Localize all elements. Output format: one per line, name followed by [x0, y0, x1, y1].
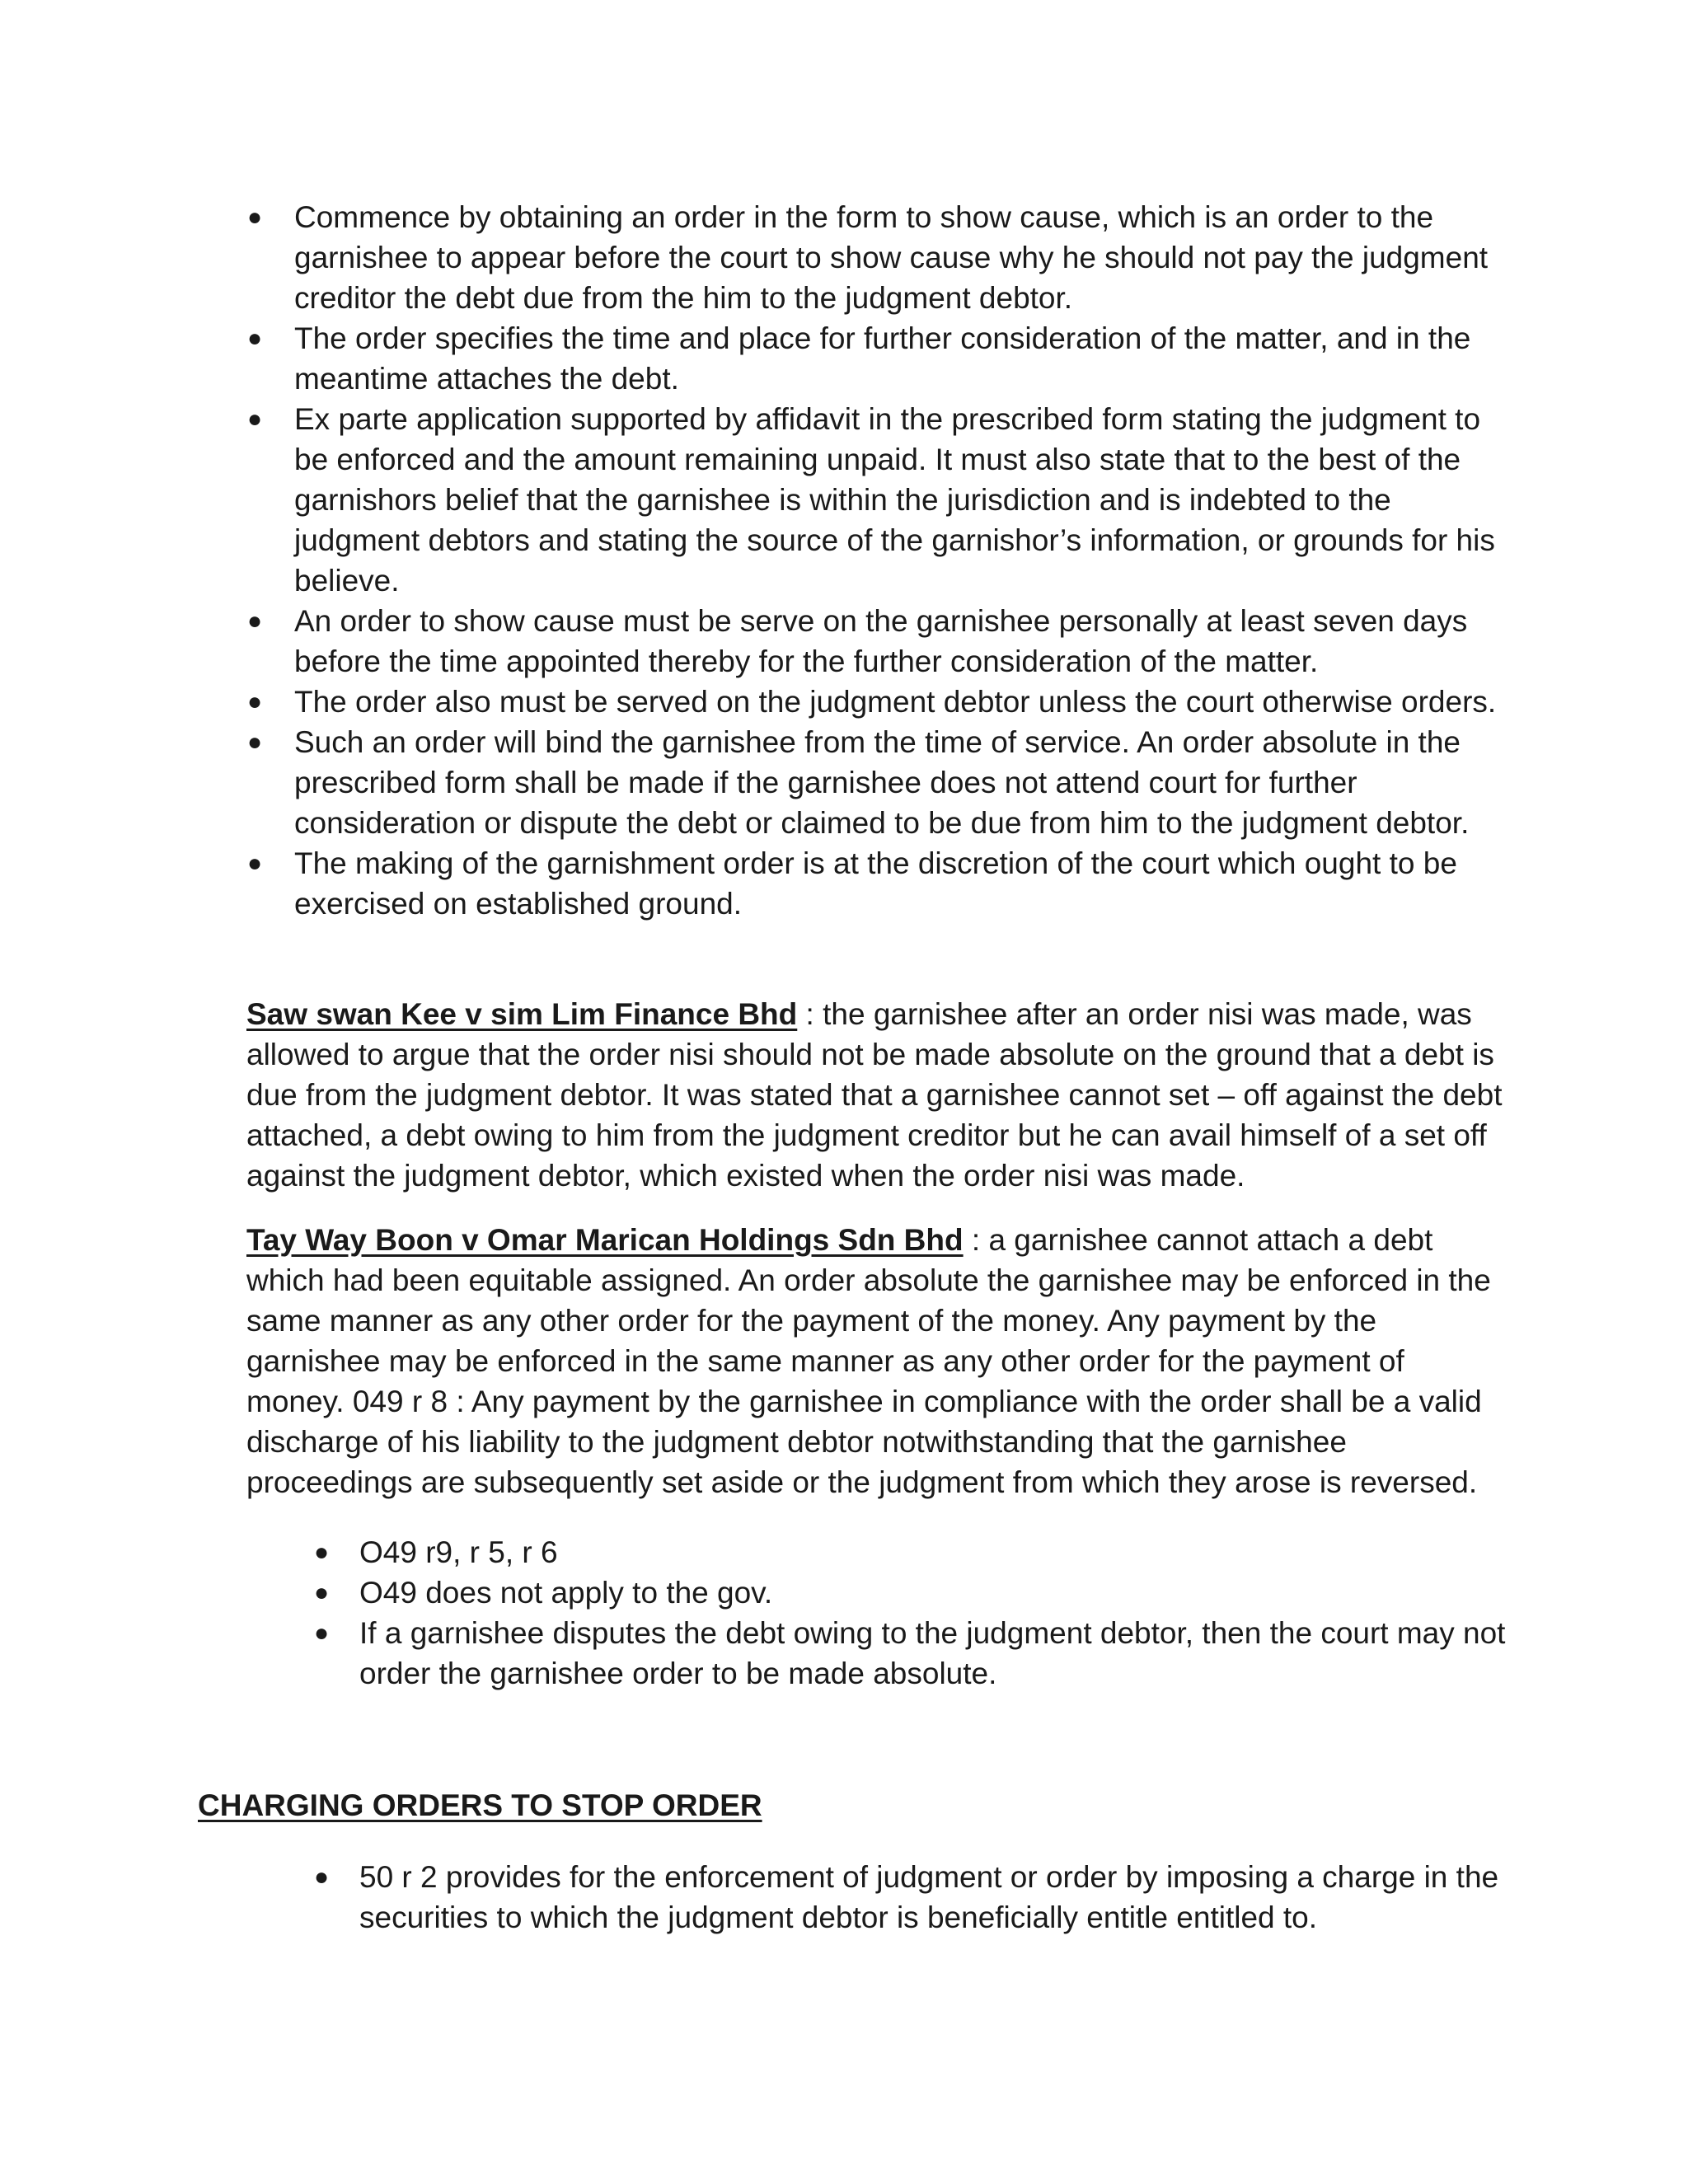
bullet-icon: ●: [247, 729, 263, 756]
charging-orders-list: [314, 1857, 1513, 1938]
bullet-icon: ●: [314, 1863, 330, 1891]
list-item: [247, 601, 1498, 682]
case-text: : the garnishee after an order nisi was made, was allowed to argue that the order nisi should not be made absolute on the ground that a debt is due from the judgment debtor. It was stated that a garnishee cannot set – off against the debt attached, a debt owing to him from the judgment creditor but he can avail himself of a set off against the judgment debtor, which existed when the order nisi was made.: [246, 997, 1503, 1193]
bullet-icon: ●: [247, 204, 263, 231]
list-item-text: If a garnishee disputes the debt owing to the judgment debtor, then the court may not order the garnishee order to be made absolute.: [359, 1616, 1506, 1690]
list-item: [314, 1532, 1513, 1572]
bullet-icon: ●: [314, 1539, 330, 1566]
list-item-text: Commence by obtaining an order in the form to show cause, which is an order to the garnishee to appear before the court to show cause why he should not pay the judgment creditor the debt due from the him to the judgment debtor.: [294, 200, 1489, 315]
list-item: [247, 197, 1498, 318]
bullet-icon: ●: [247, 850, 263, 877]
list-item-text: An order to show cause must be serve on the garnishee personally at least seven days before the time appointed thereby for the further consideration of the matter.: [294, 604, 1468, 678]
list-item-text: O49 does not apply to the gov.: [359, 1576, 773, 1610]
bullet-icon: ●: [247, 405, 263, 433]
list-item: [314, 1857, 1513, 1938]
list-item: [247, 399, 1498, 601]
bullet-icon: ●: [247, 325, 263, 352]
bullet-icon: ●: [247, 607, 263, 635]
section-heading: CHARGING ORDERS TO STOP ORDER: [198, 1788, 762, 1822]
list-item-text: The making of the garnishment order is at the discretion of the court which ought to be exercised on established ground.: [294, 846, 1457, 921]
case-paragraph-saw-swan-kee: [246, 994, 1507, 1196]
list-item-text: 50 r 2 provides for the enforcement of judgment or order by imposing a charge in the securities to which the judgment debtor is beneficially entitle entitled to.: [359, 1860, 1499, 1934]
list-item: [247, 682, 1498, 722]
list-item-text: The order specifies the time and place for further consideration of the matter, and in the meantime attaches the debt.: [294, 321, 1471, 396]
list-item-text: O49 r9, r 5, r 6: [359, 1535, 558, 1569]
list-item-text: Such an order will bind the garnishee from the time of service. An order absolute in the prescribed form shall be made if the garnishee does not attend court for further consideration or dispute the debt or claimed to be due from him to the judgment debtor.: [294, 725, 1470, 840]
case-name: Saw swan Kee v sim Lim Finance Bhd: [246, 997, 798, 1031]
case-text: : a garnishee cannot attach a debt which had been equitable assigned. An order absolute the garnishee may be enforced in the same manner as any other order for the payment of the money. Any payment by the garnishee may be enforced in the same manner as any other order for the payment of money. 049 r 8 : Any payment by the garnishee in compliance with the order shall be a valid discharge of his liability to the judgment debtor notwithstanding that the garnishee proceedings are subsequently set aside or the judgment from which they arose is reversed.: [246, 1223, 1491, 1499]
list-item: [247, 318, 1498, 399]
list-item: [247, 722, 1498, 843]
order-49-rules-list: [314, 1532, 1513, 1694]
list-item: [247, 843, 1498, 924]
garnishee-procedure-list: [247, 197, 1498, 924]
bullet-icon: ●: [247, 688, 263, 715]
list-item: [314, 1572, 1513, 1613]
bullet-icon: ●: [314, 1579, 330, 1606]
list-item-text: Ex parte application supported by affidavit in the prescribed form stating the judgment to be enforced and the amount remaining unpaid. It must also state that to the best of the garnishors belief that the garnishee is within the jurisdiction and is indebted to the judgment debtors and stating the source of the garnishor’s information, or grounds for his believe.: [294, 402, 1495, 598]
list-item: [314, 1613, 1513, 1694]
bullet-icon: ●: [314, 1619, 330, 1647]
list-item-text: The order also must be served on the judgment debtor unless the court otherwise orders.: [294, 685, 1497, 719]
case-paragraph-tay-way-boon: [246, 1220, 1507, 1502]
case-name: Tay Way Boon v Omar Marican Holdings Sdn Bhd: [246, 1223, 964, 1257]
